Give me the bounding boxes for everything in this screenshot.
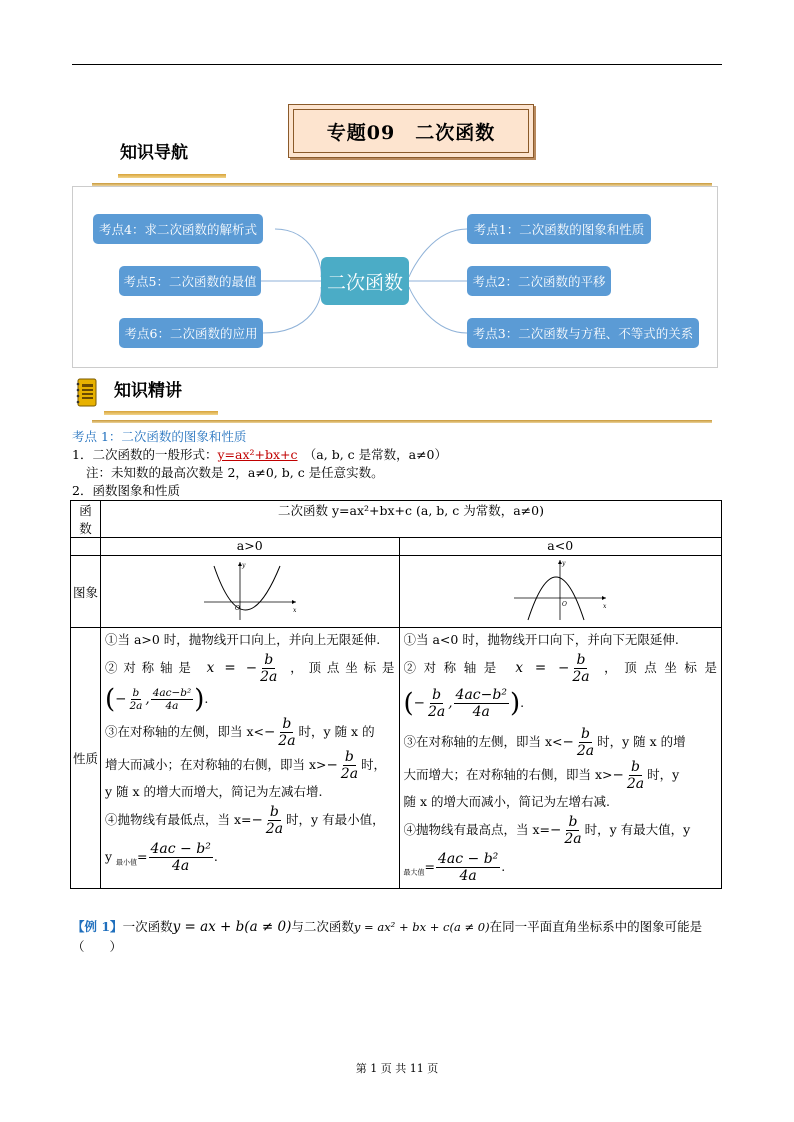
prop-opening-down: ①当 a<0 时，抛物线开口向下，并向下无限延伸. xyxy=(403,632,679,647)
example-text: 在同一平面直角坐标系中的图象可能是 xyxy=(489,919,703,934)
axis-label: ②对称轴是 xyxy=(104,660,197,675)
prop-text: y xyxy=(104,849,113,864)
equals: = xyxy=(137,849,148,864)
subscript: 最大值 xyxy=(403,868,425,877)
quadratic-function-formula: y = ax² + bx + c(a ≠ 0) xyxy=(353,920,490,934)
example-1 xyxy=(72,918,702,936)
example-label: 【例 1】 xyxy=(72,919,123,934)
prop-monotonic-left-3: y 随 x 的增大而增大，简记为左减右增. xyxy=(104,784,323,799)
vertex-formula-right: (− $\frac{b}{2a}$ , $\frac{\text{4ac−b²}}{4a}$ ). xyxy=(403,687,525,720)
nav-heading: 知识导航 xyxy=(120,143,188,163)
row-label-properties: 性质 xyxy=(71,628,101,889)
prop-opening-up: ①当 a>0 时，抛物线开口向上，并向上无限延伸. xyxy=(104,632,381,647)
lecture-divider xyxy=(92,420,712,423)
prop-monotonic-right-2: 大而增大；在对称轴的右侧，即当 x>− $\frac{b}{2a}$ 时，y xyxy=(403,759,680,792)
mindmap-node-topic6: 考点6：二次函数的应用 xyxy=(119,318,263,348)
mindmap-node-topic1: 考点1：二次函数的图象和性质 xyxy=(467,214,651,244)
mindmap-center-node: 二次函数 xyxy=(321,257,409,305)
subscript: 最小值 xyxy=(116,858,138,867)
properties-a-negative xyxy=(399,628,722,889)
prop-text: ④抛物线有最高点，当 x= xyxy=(403,822,550,837)
prop-text: 时，y 随 x 的增 xyxy=(597,734,686,749)
col-header-a-positive: a>0 xyxy=(100,538,399,556)
mindmap-node-topic2: 考点2：二次函数的平移 xyxy=(467,266,611,296)
general-form-formula: y=ax²+bx+c xyxy=(217,447,298,462)
page-title: 专题09 二次函数 xyxy=(326,121,496,144)
vertex-label: ，顶点坐标是 xyxy=(604,660,717,675)
definition-suffix: （a, b, c 是常数，a≠0） xyxy=(310,447,447,462)
svg-text:x: x xyxy=(292,607,297,614)
mindmap-node-topic5: 考点5：二次函数的最值 xyxy=(119,266,261,296)
example-text: 一次函数 xyxy=(122,919,173,934)
prop-text: 时， xyxy=(361,757,387,772)
svg-text:y: y xyxy=(241,562,246,569)
prop-axis-right xyxy=(404,652,718,685)
prop-monotonic-left-2: 增大而减小；在对称轴的右侧，即当 x>− $\frac{b}{2a}$ 时， xyxy=(104,749,387,782)
prop-monotonic-right: ③在对称轴的左侧，即当 x<− $\frac{b}{2a}$ 时，y 随 x 的增 xyxy=(403,726,686,759)
svg-text:y: y xyxy=(562,560,566,567)
parabola-up-graph xyxy=(200,558,300,622)
axis-label: ②对称轴是 xyxy=(403,660,504,675)
min-value-formula: y $_{最小值}$= $\frac{\text{4ac − b²}}{4a}$ . xyxy=(104,841,218,874)
prop-monotonic-right-3: 随 x 的增大而减小，简记为左增右减. xyxy=(403,794,610,809)
col-header-function: 函数 xyxy=(71,501,101,538)
col-header-a-negative: a<0 xyxy=(399,538,722,556)
prop-text: 大而增大；在对称轴的右侧，即当 x> xyxy=(403,767,613,782)
page-footer: 第 1 页 共 11 页 xyxy=(355,1062,439,1075)
definition-prefix: 1．二次函数的一般形式： xyxy=(72,447,218,462)
prop-axis-left xyxy=(105,652,395,685)
note-line: 注：未知数的最高次数是 2，a≠0, b, c 是任意实数。 xyxy=(86,465,384,480)
mindmap-node-topic4: 考点4：求二次函数的解析式 xyxy=(93,214,263,244)
prop-min-left: ④抛物线有最低点，当 x=− $\frac{b}{2a}$ 时，y 有最小值， xyxy=(104,804,385,837)
title-box xyxy=(288,104,534,158)
linear-function-formula: y = ax + b(a ≠ 0) xyxy=(172,919,292,935)
prop-text: 增大而减小；在对称轴的右侧，即当 x> xyxy=(104,757,327,772)
svg-text:O: O xyxy=(562,601,568,608)
prop-text: ④抛物线有最低点，当 x= xyxy=(104,812,252,827)
notebook-icon xyxy=(76,378,98,408)
table-header: 二次函数 y=ax²+bx+c (a, b, c 为常数，a≠0) xyxy=(100,501,721,538)
empty-cell xyxy=(71,538,101,556)
prop-text: ③在对称轴的左侧，即当 x< xyxy=(104,724,264,739)
svg-text:x: x xyxy=(603,603,607,610)
definition-line xyxy=(72,446,447,464)
mindmap-node-topic3: 考点3：二次函数与方程、不等式的关系 xyxy=(467,318,699,348)
lecture-heading: 知识精讲 xyxy=(114,381,182,401)
prop-max-right: ④抛物线有最高点，当 x=− $\frac{b}{2a}$ 时，y 有最大值，y xyxy=(403,814,691,847)
mindmap xyxy=(72,186,718,368)
axis-formula: x = − $\frac{b}{2a}$ xyxy=(515,652,590,685)
example-text: 与二次函数 xyxy=(291,919,354,934)
vertex-formula-left: (− $\frac{b}{2a}$ , $\frac{\text{4ac−b²}}{4a}$ ). xyxy=(104,684,209,715)
max-value-formula: $_{最大值}$= $\frac{\text{4ac − b²}}{4a}$ . xyxy=(403,851,506,884)
prop-text: 时，y 随 x 的 xyxy=(298,724,375,739)
properties-table xyxy=(70,500,722,889)
prop-text: 时，y 有最小值， xyxy=(286,812,385,827)
properties-a-positive xyxy=(100,628,399,889)
graph-a-negative xyxy=(399,556,722,628)
axis-formula: x = − $\frac{b}{2a}$ xyxy=(206,652,278,685)
svg-text:O: O xyxy=(234,605,240,612)
row-label-graph: 图象 xyxy=(71,556,101,628)
answer-blank: （ ） xyxy=(72,939,123,954)
vertex-label: ，顶点坐标是 xyxy=(290,660,395,675)
header-rule xyxy=(72,64,722,65)
nav-heading-underline xyxy=(118,174,226,178)
prop-text: ③在对称轴的左侧，即当 x< xyxy=(403,734,563,749)
equals: = xyxy=(424,859,435,874)
table-intro: 2．函数图象和性质 xyxy=(72,483,180,498)
topic1-title: 考点 1：二次函数的图象和性质 xyxy=(72,429,247,444)
prop-monotonic-left: ③在对称轴的左侧，即当 x<− $\frac{b}{2a}$ 时，y 随 x 的 xyxy=(104,716,375,749)
graph-a-positive xyxy=(100,556,399,628)
prop-text: 时，y xyxy=(647,767,680,782)
parabola-down-graph xyxy=(510,558,610,622)
prop-text: 时，y 有最大值，y xyxy=(584,822,691,837)
lecture-heading-underline xyxy=(104,411,218,415)
